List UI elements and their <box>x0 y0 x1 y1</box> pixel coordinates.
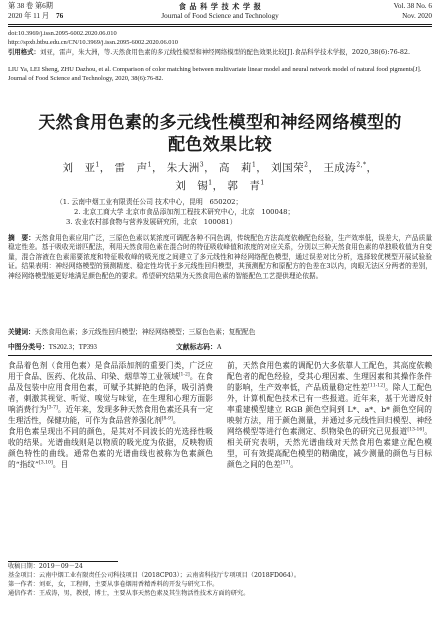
footnote-rule <box>8 561 118 562</box>
citation-en <box>8 66 432 83</box>
clc-label: 中图分类号： <box>8 343 49 351</box>
document-code <box>176 341 222 351</box>
clc-value: TS202.3；TP393 <box>48 344 97 351</box>
author: 刘国荣$^2$ <box>271 161 309 174</box>
keywords <box>8 328 432 337</box>
issue-date-en: Nov. 2020 <box>402 12 432 20</box>
footnote-corresponding: 通信作者：王成涛，男，教授，博士，主要从事天然色素及其生物活性技术方面的研究。 <box>8 590 250 597</box>
reference-marker: [3,10] <box>38 460 53 466</box>
keywords-text: 天然食用色素；多元线性回归模型；神经网络模型；三原色色素；复配配色 <box>34 328 256 336</box>
issue-date: 2020 年 11 月 <box>8 12 50 20</box>
abstract-text: 天然食用色素应用广泛，三原色色素以某浓度可调配各种不同色调，传统配色方法高度依赖配色经验，生产效率低，误差大，产品质量稳定性差。基于吸收光谱匹配法，利用天然食用色素在混合时的特征吸收峰值和浓度的对应关系，分别以三种天然食用色素的单独吸收值为自变量，混合溶液在色素需要浓度和特征吸收峰的吸光度之间建立了多元线性和神经网络配色模型，通过误差对比分析，选择较优模型开展试验验证。结果表明：神经网络模型的预测精度、稳定性均优于多元线性回归模型，其预测配方和原配方的色差在3以内，肉眼无法区分两者的差别，神经网络模型能更好地满足颜色配色的要求。希望研究结果为天然食用色素的智能配色工艺提供理论依据。 <box>8 234 433 280</box>
citation-cn-text: 刘亚，雷声，朱大洲，等.天然食用色素的多元线性模型和神经网络模型的配色效果比较[J].食品科学技术学报，2020,38(6):76-82. <box>39 48 411 56</box>
author-list-line1: 刘 亚$^1$， 雷 声$^1$， 朱大洲$^3$， 高 莉$^1$， 刘国荣$^2$， 王成涛$^{2,*}$， <box>62 161 378 174</box>
author: 王成涛$^{2,*}$ <box>323 161 367 174</box>
author-list-line2: 刘 锡$^1$， 郭 青$^1$ <box>175 179 265 192</box>
url-block <box>8 39 432 48</box>
doi-block <box>8 30 432 39</box>
document-code-value: A <box>216 344 222 351</box>
reference-marker: [3-7] <box>46 405 58 411</box>
footnote-fund: 基金项目：云南中烟工业有限责任公司科技项目（2018CP03）；云南省科技厅专项项目（2018FD064）。 <box>8 572 301 579</box>
journal-title-en: Journal of Food Science and Technology <box>161 12 279 20</box>
citation-cn-label: 引用格式： <box>8 48 40 56</box>
citation-cn <box>8 48 432 57</box>
volume-issue: 第 38 卷 第6期 <box>8 2 53 10</box>
author: 高 莉$^1$ <box>218 161 257 174</box>
article-title-line2: 配色效果比较 <box>168 135 272 155</box>
article-title-line1: 天然食用色素的多元线性模型和神经网络模型的 <box>38 113 402 133</box>
author: 刘 锡$^1$ <box>175 179 213 192</box>
author: 郭 青$^1$ <box>227 179 265 192</box>
affiliation-3: 3. 农业农村部食物与营养发展研究所，北京 100081） <box>66 218 237 226</box>
citation-en-label: LIU Ya, LEI Sheng, ZHU Dazhou, et al. <box>8 66 113 73</box>
citation-en-text: Comparison of color matching between multivariate linear model and neural network model of natural food pigments[J]. Journal of Food Science and Technology, 2020, 38(6):76-82. <box>8 66 422 82</box>
reference-marker: [1-2] <box>178 372 190 378</box>
header-rule <box>8 24 432 25</box>
reference-marker: [8-9] <box>161 416 173 422</box>
doi-line: doi:10.3969/j.issn.2095-6002.2020.06.010 <box>8 30 117 37</box>
body-left-column: 食品着色剂（食用色素）是食品添加剂的重要门类，广泛应用于食品、医药、化妆品、印染、烟草等工业领域[1-2]。在食品及包装中应用食用色素，可赋予其鲜艳的色泽，吸引消费者，刺激其视觉、听觉、嗅觉与味觉，在生理和心理方面影响消费行为[3-7]。近年来，发现多种天然食用色素还具有一定生理活性，保健功能，可作为食品营养强化剂[8-9]。 食用色素呈现出不同的颜色，是其对不同波长的光选择性吸收的结果。光谱曲线则是以物质的吸光度为依据，反映物质颜色特性的曲线。通常色素的光谱曲线也被称为色素颜色的“指纹”[3,10]。目 <box>8 361 213 470</box>
abstract-label: 摘 要： <box>8 234 35 242</box>
affiliation-1: （1. 云南中烟工业有限责任公司 技术中心，昆明 650202； <box>56 198 243 206</box>
author: 雷 声$^1$ <box>114 161 152 174</box>
reference-marker: [17] <box>280 460 291 466</box>
footnote-first-author: 第一作者：刘亚，女，工程师，主要从事卷烟用香精香料的开发与研究工作。 <box>8 581 219 588</box>
clc-number <box>8 341 97 351</box>
author: 刘 亚$^1$ <box>62 161 100 174</box>
journal-title-cn: 食 品 科 学 技 术 学 报 <box>178 2 262 11</box>
document-code-label: 文献标志码： <box>176 343 217 351</box>
volume-number-en: Vol. 38 No. 6 <box>393 2 432 10</box>
reference-marker: [13-16] <box>407 427 425 433</box>
footnote-received: 收稿日期：2019－09－24 <box>8 563 83 570</box>
section-divider <box>8 355 432 356</box>
affiliation-2: 2. 北京工商大学 北京市食品添加剂工程技术研究中心，北京 100048； <box>74 208 295 216</box>
page-number: 76 <box>56 12 64 20</box>
author: 朱大洲$^3$ <box>166 161 205 174</box>
keywords-label: 关键词： <box>8 328 35 336</box>
article-url[interactable]: http://spxb.btbu.edu.cn/CN/10.3969/j.issn.2095-6002.2020.06.010 <box>8 39 178 46</box>
body-right-column: 前，天然食用色素的调配仍大多依靠人工配色，其高度依赖配色者的配色经验，受其心理因素、生理因素和其操作条件的影响，生产效率低，产品质量稳定性差[11-12]。除人工配色外，计算机配色技术已有一些报道。近年来，基于光谱反射率重建模型建立 RGB 颜色空间到 L*、a*、b* 颜色空间的映射方法，用于颜色测量，并通过多元线性回归模型、神经网络模型等进行色素测定、织物染色的研究已见报道[13-16]。相关研究表明，天然光谱曲线对天然食用色素建立配色模型，可有效提高配色模型的精确度，减少测量的颜色与目标颜色之间的色差[17]。 <box>227 361 432 470</box>
reference-marker: [11-12] <box>368 383 385 389</box>
header-rule-thin <box>8 26 432 27</box>
abstract <box>8 234 432 281</box>
